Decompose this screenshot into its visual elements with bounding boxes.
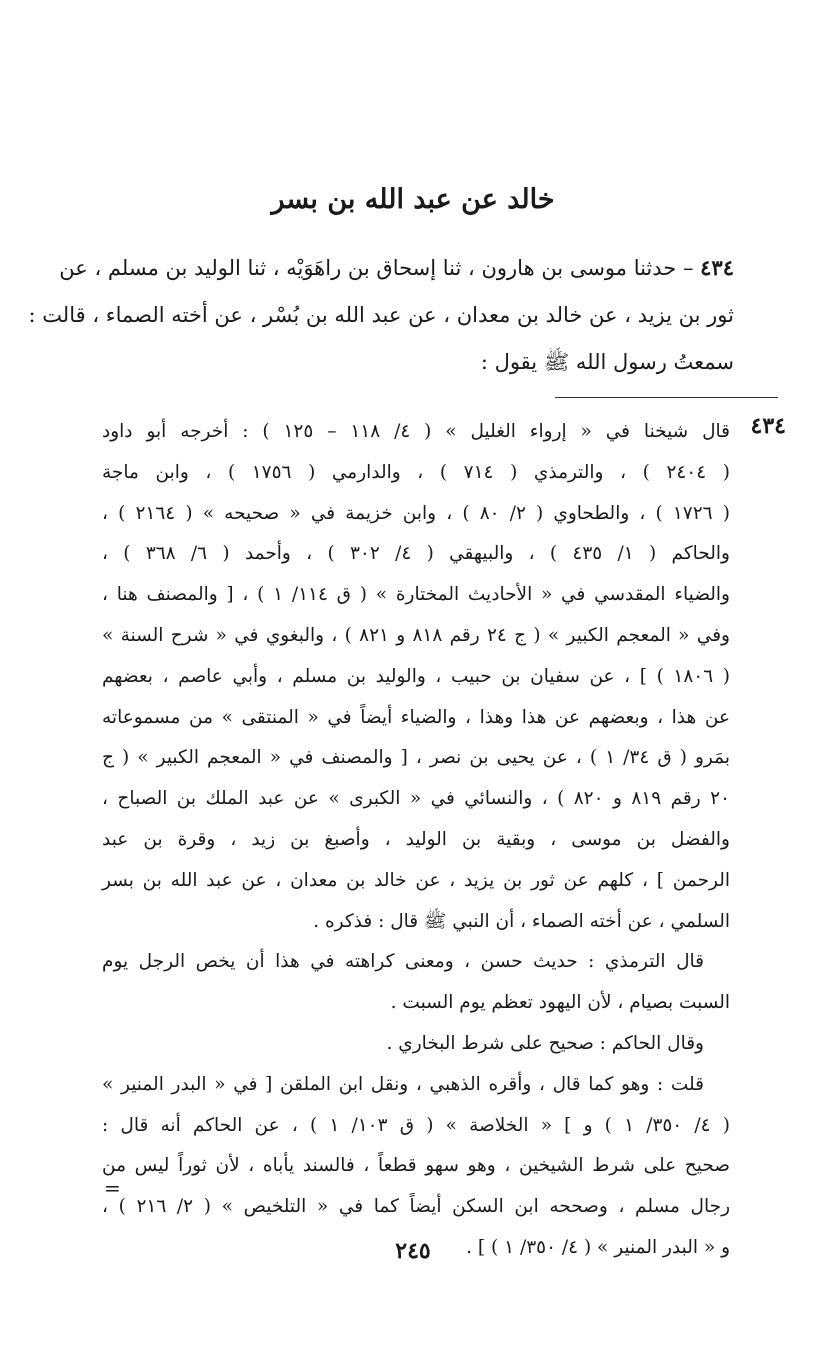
hadith-line: ٤٣٤ – حدثنا موسى بن هارون ، ثنا إسحاق بن راهَوَيْه ، ثنا الوليد بن مسلم ، عن — [59, 255, 734, 280]
footnote-line: ( ٤/ ٣٥٠/ ١ ) و ] « الخلاصة » ( ق ١٠٣/ ١ ) ، عن الحاكم أنه قال : — [102, 1114, 731, 1136]
footnote-line: قال شيخنا في « إرواء الغليل » ( ٤/ ١١٨ – ١٢٥ ) : أخرجه أبو داود — [102, 421, 730, 442]
footnote-line: والحاكم ( ١/ ٤٣٥ ) ، والبيهقي ( ٤/ ٣٠٢ ) ، وأحمد ( ٦/ ٣٦٨ ) ، — [102, 543, 730, 565]
hadith-line: سمعتُ رسول الله ﷺ يقول : — [480, 350, 734, 374]
footnote-line: عن هذا ، وبعضهم عن هذا وهذا ، والضياء أيضاً في « المنتقى » من مسموعاته — [102, 706, 730, 728]
footnote-number: ٤٣٤ — [750, 413, 786, 439]
footnote-line: ( ١٨٠٦ ) ] ، عن سفيان بن حبيب ، والوليد بن مسلم ، وأبي عاصم ، بعضهم — [102, 665, 730, 687]
footnote-line: ( ١٧٢٦ ) ، والطحاوي ( ٢/ ٨٠ ) ، وابن خزيمة في « صحيحه » ( ٢١٦٤ ) ، — [102, 502, 730, 524]
footnote-line: وقال الحاكم : صحيح على شرط البخاري . — [386, 1032, 704, 1054]
footnote-line: بمَرو ( ق ٣٤/ ١ ) ، عن يحيى بن نصر ، [ والمصنف في « المعجم الكبير » ( ج — [102, 747, 730, 769]
footnote-line: الرحمن ] ، كلهم عن ثور بن يزيد ، عن خالد بن معدان ، عن عبد الله بن بسر — [102, 869, 730, 891]
footnote-line: صحيح على شرط الشيخين ، وهو سهو قطعاً ، فالسند يأباه ، لأن ثوراً ليس من — [102, 1155, 730, 1177]
hadith-line: ثور بن يزيد ، عن خالد بن معدان ، عن عبد الله بن بُسْر ، عن أخته الصماء ، قالت : — [28, 303, 734, 327]
hadith-text — [28, 244, 734, 386]
footnote-line: قال الترمذي : حديث حسن ، ومعنى كراهته في هذا أن يخص الرجل يوم — [102, 951, 704, 973]
footnote-text — [102, 412, 730, 1269]
continuation-mark: = — [104, 1176, 121, 1200]
footnote-line: ٢٠ رقم ٨١٩ و ٨٢٠ ) ، والنسائي في « الكبرى » عن عبد الملك بن الصباح ، — [102, 788, 730, 810]
footnote-line: و « البدر المنير » ( ٤/ ٣٥٠/ ١ ) ] . — [466, 1236, 730, 1258]
page-number: ٢٤٥ — [395, 1238, 431, 1264]
footnote-line: قلت : وهو كما قال ، وأقره الذهبي ، ونقل ابن الملقن [ في « البدر المنير » — [102, 1073, 704, 1095]
hadith-number: ٤٣٤ — [700, 255, 734, 280]
footnote-line: السبت بصيام ، لأن اليهود تعظم يوم السبت . — [390, 992, 730, 1014]
footnote-separator — [555, 397, 778, 398]
footnote-line: والضياء المقدسي في « الأحاديث المختارة » ( ق ١١٤/ ١ ) ، [ والمصنف هنا ، — [102, 584, 730, 606]
footnote-line: ( ٢٤٠٤ ) ، والترمذي ( ٧١٤ ) ، والدارمي ( ١٧٥٦ ) ، وابن ماجة — [102, 461, 730, 483]
footnote-line: والفضل بن موسى ، وبقية بن الوليد ، وأصبغ بن زيد ، وقرة بن عبد — [102, 828, 730, 850]
footnote-line: وفي « المعجم الكبير » ( ج ٢٤ رقم ٨١٨ و ٨٢١ ) ، والبغوي في « شرح السنة » — [102, 624, 730, 646]
footnote-line: رجال مسلم ، وصححه ابن السكن أيضاً كما في « التلخيص » ( ٢/ ٢١٦ ) ، — [102, 1196, 730, 1218]
footnote-line: السلمي ، عن أخته الصماء ، أن النبي ﷺ قال : فذكره . — [313, 910, 730, 932]
section-heading: خالد عن عبد الله بن بسر — [271, 184, 555, 215]
